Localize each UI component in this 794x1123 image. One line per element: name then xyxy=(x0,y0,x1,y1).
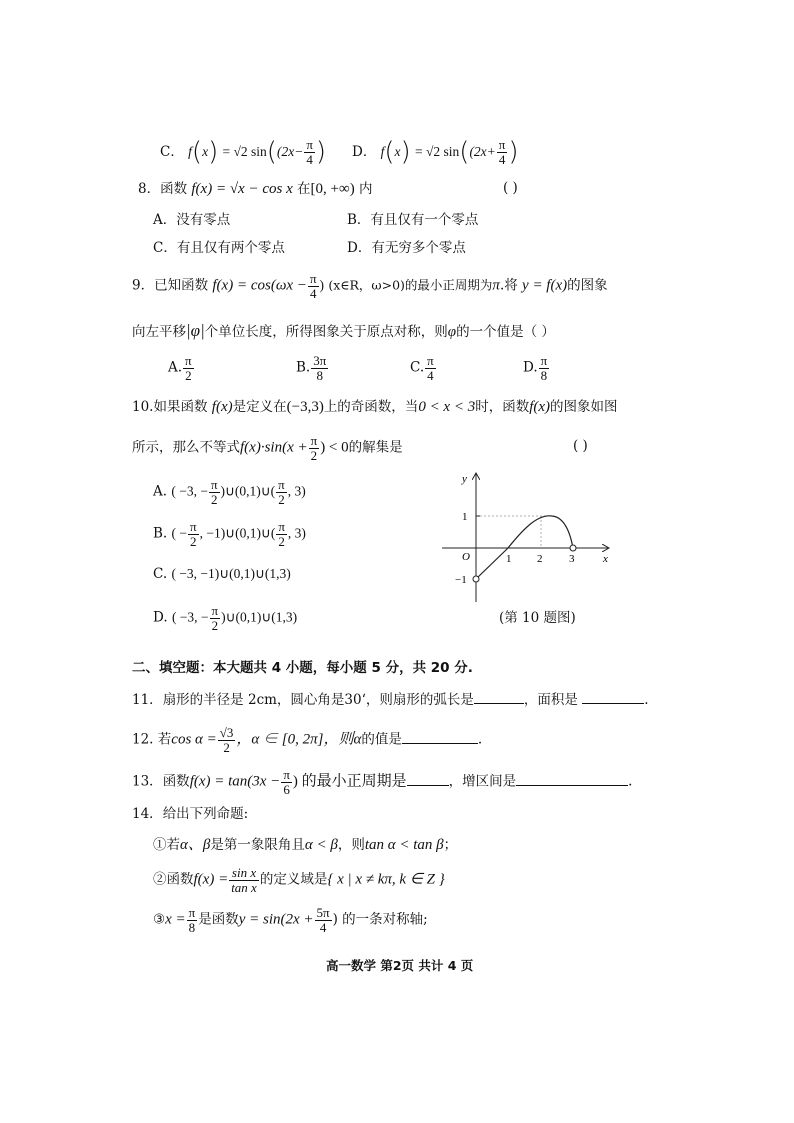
q7-option-c: C． f(x) = √2 sin((2x− $\frac{\pi}{4}$ ) xyxy=(160,137,327,167)
q14-proposition-2: ②函数f(x) = $\frac{\text{sin x}}{\text{tan x}}$ 的定义域是{ x | x ≠ kπ, k ∈ Z } xyxy=(153,865,445,895)
q9-frac: $\frac{\pi}{4}$ xyxy=(309,271,317,301)
q13: 13．函数f(x) = tan(3x − $\frac{\pi}{6}$ ) 的最小正周期是 ，增区间是 . xyxy=(132,767,633,797)
q10-option-d: D. ( −3, − $\frac{\pi}{2}$ )∪(0,1)∪(1,3) xyxy=(153,603,298,633)
q9-stem-line2: 向左平移|φ|个单位长度，所得图象关于原点对称，则φ的一个值是（ ） xyxy=(132,321,555,340)
tick-y-1: 1 xyxy=(462,511,468,523)
page-footer: 高一数学 第2页 共计 4 页 xyxy=(326,958,474,973)
q9-stem-line1: 9．已知函数 f(x) = cos(ωx − $\frac{\pi}{4}$ ) (x∈R，ω>0)的最小正周期为π.将 y = f(x)的图象 xyxy=(132,271,608,301)
q9-option-b: B. $\frac{3\pi}{8}$ xyxy=(296,353,327,383)
function-curve xyxy=(476,516,573,579)
q8-text: 函数 xyxy=(160,181,188,197)
q14-proposition-1: ①若α、β是第一象限角且α < β，则tan α < tan β； xyxy=(153,837,458,853)
q12-blank[interactable] xyxy=(402,743,478,744)
q10-number: 10. xyxy=(132,399,154,415)
q14-proposition-3: ③x = $\frac{\pi}{8}$ 是函数y = sin(2x + $\frac{5\pi}{4}$ ) 的一条对称轴; xyxy=(153,905,428,935)
q8-answer-paren: ( ) xyxy=(503,180,518,196)
tick-x-2: 2 xyxy=(537,553,543,565)
q10-option-a: A. ( −3, − $\frac{\pi}{2}$ )∪(0,1)∪( $\frac{\pi}{2}$ , 3) xyxy=(153,477,306,507)
axis-label-y: y xyxy=(462,473,467,485)
q14-stem: 14．给出下列命题: xyxy=(132,806,249,822)
q10-domain: (−3,3) xyxy=(286,399,324,415)
q10-option-b: B. ( − $\frac{\pi}{2}$ , −1)∪(0,1)∪( $\frac{\pi}{2}$ , 3) xyxy=(153,519,306,549)
q11: 11．扇形的半径是 2cm，圆心角是30‘，则扇形的弧长是 ，面积是 . xyxy=(132,692,649,708)
q9-phi-abs: |φ| xyxy=(186,321,205,340)
tick-y-neg1: −1 xyxy=(455,574,467,586)
q8-option-c: C．有且仅有两个零点 xyxy=(153,240,285,256)
q8-option-b: B．有且仅有一个零点 xyxy=(347,212,479,228)
q10-graph xyxy=(436,466,616,608)
q7-option-d: D． f(x) = √2 sin((2x+ $\frac{\pi}{4}$ ) xyxy=(352,137,519,167)
q10-graph-caption: (第 10 题图) xyxy=(499,610,576,626)
q11-blank-arc[interactable] xyxy=(474,703,524,704)
q10-inequality: f(x)·sin(x + xyxy=(240,439,308,456)
q7-c-expr: (2x− xyxy=(276,143,304,159)
q10-stem-line2: 所示，那么不等式f(x)·sin(x + $\frac{\pi}{2}$ ) < 0的解集是 xyxy=(132,433,403,463)
q7-c-frac: $\frac{\pi}{4}$ xyxy=(306,137,313,167)
q8-interval: [0, +∞) xyxy=(310,181,355,197)
q14-number: 14． xyxy=(132,806,163,822)
q8-number: 8． xyxy=(138,181,161,197)
tick-x-3: 3 xyxy=(569,553,575,565)
open-endpoint-left xyxy=(473,576,479,582)
q9-option-c: C. $\frac{\pi}{4}$ xyxy=(410,353,434,383)
section-title: 二、填空题：本大题共 4 小题，每小题 5 分，共 20 分. xyxy=(132,660,473,676)
q11-blank-area[interactable] xyxy=(582,703,644,704)
q7-d-label: D． xyxy=(352,143,377,160)
q13-number: 13． xyxy=(132,773,163,790)
q8-mid: 在 xyxy=(297,181,311,197)
origin-label: O xyxy=(462,551,470,563)
q9-number: 9． xyxy=(132,277,155,294)
q8-expr: f(x) = √x − cos x xyxy=(191,181,293,197)
axis-label-x: x xyxy=(603,553,608,565)
q8-tail: 内 xyxy=(359,181,373,197)
q9-option-a: A. $\frac{\pi}{2}$ xyxy=(168,353,192,383)
q7-c-label: C． xyxy=(160,143,184,160)
open-endpoint-right xyxy=(570,545,576,551)
q12: 12. 若cos α = $\frac{√3}{2}$ ，α ∈ [0, 2π]，则α的值是 . xyxy=(132,725,483,755)
q9-condition: (x∈R，ω>0)的最小正周期为 xyxy=(328,277,493,293)
q7-c-fx: f xyxy=(188,143,192,159)
q10-answer-paren: ( ) xyxy=(573,438,588,454)
q13-blank-period[interactable] xyxy=(407,785,449,786)
q9-phi: φ xyxy=(447,324,457,340)
q10-option-c: C. ( −3, −1)∪(0,1)∪(1,3) xyxy=(153,566,291,582)
q8-stem xyxy=(138,180,373,199)
q12-number: 12. xyxy=(132,731,154,748)
q10-stem-line1: 10.如果函数 f(x)是定义在(−3,3)上的奇函数，当0 < x < 3时，函数f(x)的图象如图 xyxy=(132,399,618,415)
tick-x-1: 1 xyxy=(506,553,512,565)
q8-option-d: D．有无穷多个零点 xyxy=(347,240,466,256)
q9-expr: f(x) = cos(ωx − xyxy=(212,277,307,294)
q8-option-a: A．没有零点 xyxy=(153,212,231,228)
q7-d-frac: $\frac{\pi}{4}$ xyxy=(498,137,506,167)
q11-number: 11． xyxy=(132,692,163,708)
q9-option-d: D. $\frac{\pi}{8}$ xyxy=(523,353,548,383)
q9-y-expr: y = f(x) xyxy=(522,277,568,294)
q7-d-expr: (2x+ xyxy=(469,143,496,159)
q9-period: π xyxy=(492,277,500,294)
q13-blank-interval[interactable] xyxy=(516,785,628,786)
q10-condition: 0 < x < 3 xyxy=(418,399,476,415)
